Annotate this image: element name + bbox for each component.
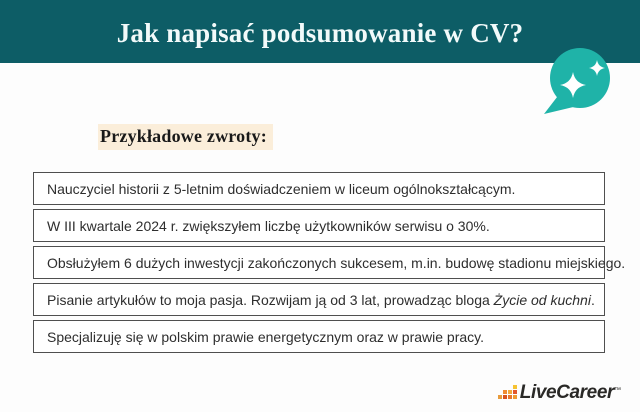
- bar-chart-squares-icon: [498, 385, 517, 399]
- example-row: [33, 283, 605, 316]
- trademark-symbol: ™: [614, 387, 621, 394]
- section-label: Przykładowe zwroty:: [98, 124, 273, 150]
- logo-square: [513, 385, 517, 389]
- example-text: Pisanie artykułów to moja pasja. Rozwijam ją od 3 lat, prowadząc bloga: [47, 291, 494, 308]
- example-text: Obsłużyłem 6 dużych inwestycji zakończonych sukcesem, m.in. budowę stadionu miejskiego.: [47, 254, 626, 271]
- logo-square: [503, 395, 507, 399]
- example-row: [33, 246, 626, 279]
- logo-square: [513, 390, 517, 394]
- bubble-body: [550, 48, 610, 108]
- example-row: [33, 172, 605, 205]
- example-text: Nauczyciel historii z 5-letnim doświadczeniem w liceum ogólnokształcącym.: [47, 180, 516, 197]
- livecareer-logo: [498, 382, 621, 404]
- example-text: Specjalizuję się w polskim prawie energetycznym oraz w prawie pracy.: [47, 328, 485, 345]
- brand-name: LiveCareer: [519, 382, 614, 403]
- logo-square: [503, 390, 507, 394]
- example-text: .: [590, 291, 595, 308]
- examples-list: [33, 172, 626, 353]
- logo-square: [508, 390, 512, 394]
- example-row: [33, 320, 605, 353]
- logo-square: [513, 395, 517, 399]
- page-title: Jak napisać podsumowanie w CV?: [116, 18, 524, 48]
- example-text: W III kwartale 2024 r. zwiększyłem liczbę użytkowników serwisu o 30%.: [47, 217, 490, 234]
- example-text: Życie od kuchni: [493, 291, 591, 308]
- speech-bubble-sparkles-icon: [540, 46, 618, 118]
- logo-square: [508, 395, 512, 399]
- logo-square: [498, 395, 502, 399]
- example-row: [33, 209, 605, 242]
